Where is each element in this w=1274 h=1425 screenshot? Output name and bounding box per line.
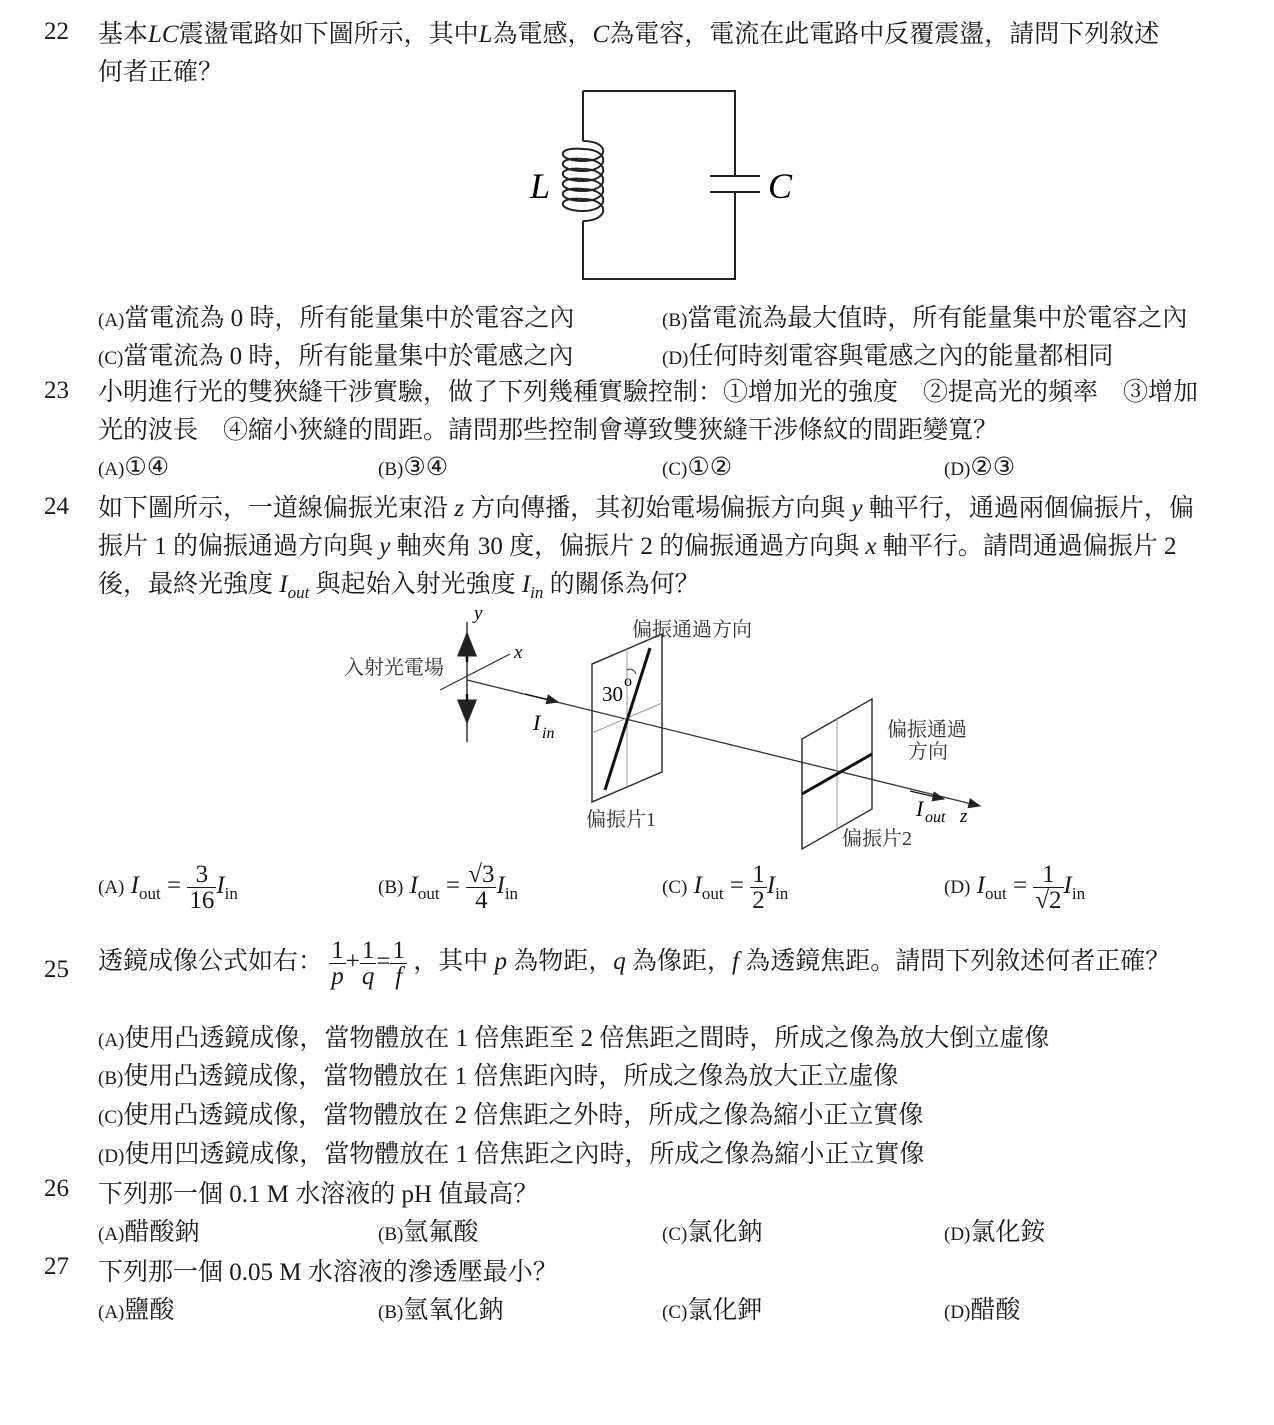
- option-c[interactable]: (C)當電流為 0 時，所有能量集中於電感之內: [98, 343, 574, 370]
- question-stem: 下列那一個 0.1 M 水溶液的 pH 值最高？: [98, 1181, 539, 1208]
- question-number: 22: [44, 18, 69, 45]
- label-c: C: [768, 166, 793, 206]
- option-a[interactable]: (A)使用凸透鏡成像，當物體放在 1 倍焦距至 2 倍焦距之間時，所成之像為放大倒立虛像: [98, 1025, 1050, 1052]
- option-b[interactable]: (B)氫氟酸: [378, 1219, 479, 1246]
- question-stem: 透鏡成像公式如右： $\frac{1}{p}$ + $\frac{1}{q}$ = $\frac{1}{f}$ ，其中 p 為物距，q 為像距，f 為透鏡焦距。請問下列敘述何者正確？: [98, 937, 1171, 990]
- option-a[interactable]: (A) $I_{out}$ = $\frac{3}{16}$ $I_{in}$: [98, 861, 238, 914]
- question-number: 26: [44, 1175, 69, 1202]
- label-y: y: [474, 604, 483, 624]
- label-pass-direction-1: 偏振通過方向: [632, 619, 752, 641]
- label-c-holder: [760, 160, 810, 210]
- label-z: z: [960, 806, 968, 827]
- lc-circuit-diagram: [520, 86, 760, 286]
- option-b[interactable]: (B)使用凸透鏡成像，當物體放在 1 倍焦距內時，所成之像為放大正立虛像: [98, 1063, 899, 1090]
- label-incident-field: 入射光電場: [344, 657, 444, 679]
- question-number: 23: [44, 377, 69, 404]
- fraction: $\frac{1}{√2}$: [1035, 861, 1062, 914]
- option-c[interactable]: (C) $I_{out}$ = $\frac{1}{2}$ $I_{in}$: [662, 861, 789, 914]
- option-d[interactable]: (D)使用凹透鏡成像，當物體放在 1 倍焦距之內時，所成之像為縮小正立實像: [98, 1141, 925, 1168]
- question-number: 27: [44, 1253, 69, 1280]
- label-i-in-sub: in: [542, 725, 555, 742]
- question-stem: 下列那一個 0.05 M 水溶液的滲透壓最小？: [98, 1259, 558, 1286]
- label-polarizer-1: 偏振片1: [586, 809, 656, 831]
- fraction: $\frac{1}{2}$: [752, 861, 765, 914]
- x-axis-line: [440, 654, 510, 690]
- fraction: $\frac{1}{f}$: [392, 937, 405, 990]
- option-c[interactable]: (C)①②: [662, 454, 733, 481]
- label-pass-direction-2a: 偏振通過: [887, 719, 967, 741]
- label-pass-direction-2b: 方向: [908, 741, 948, 763]
- option-c[interactable]: (C)使用凸透鏡成像，當物體放在 2 倍焦距之外時，所成之像為縮小正立實像: [98, 1102, 924, 1129]
- option-d[interactable]: (D) $I_{out}$ = $\frac{1}{√2}$ $I_{in}$: [944, 861, 1086, 914]
- option-d[interactable]: (D)醋酸: [944, 1297, 1021, 1324]
- label-i-out-sub: out: [925, 809, 946, 826]
- polarizer-diagram: [330, 604, 1010, 854]
- option-c[interactable]: (C)氯化鉀: [662, 1297, 763, 1324]
- option-b[interactable]: (B)當電流為最大值時，所有能量集中於電容之內: [662, 305, 1188, 332]
- option-d[interactable]: (D)氯化銨: [944, 1219, 1046, 1246]
- circuit-wire: [583, 91, 735, 279]
- option-d[interactable]: (D)②③: [944, 454, 1016, 481]
- option-d[interactable]: (D)任何時刻電容與電感之內的能量都相同: [662, 343, 1114, 370]
- label-x: x: [514, 642, 523, 663]
- inductor-coil: [563, 141, 604, 241]
- question-number: 24: [44, 493, 69, 520]
- option-a[interactable]: (A)①④: [98, 454, 170, 481]
- fraction: $\frac{1}{q}$: [361, 937, 375, 990]
- option-a[interactable]: (A)醋酸鈉: [98, 1219, 200, 1246]
- option-b[interactable]: (B)③④: [378, 454, 449, 481]
- option-b[interactable]: (B)氫氧化鈉: [378, 1297, 504, 1324]
- label-i-in: I: [533, 710, 541, 735]
- fraction: $\frac{1}{p}$: [331, 937, 344, 990]
- label-angle: 30: [602, 682, 623, 706]
- fraction: $\frac{√3}{4}$: [468, 861, 495, 914]
- label-l: L: [530, 166, 551, 206]
- question-stem: 小明進行光的雙狹縫干涉實驗，做了下列幾種實驗控制：①增加光的強度 ②提高光的頻率 ③增加 光的波長 ④縮小狹縫的間距。請問那些控制會導致雙狹縫干涉條紋的間距變寬？: [98, 379, 1199, 444]
- option-c[interactable]: (C)氯化鈉: [662, 1219, 763, 1246]
- option-a[interactable]: (A)鹽酸: [98, 1297, 175, 1324]
- question-stem: 基本LC震盪電路如下圖所示，其中L為電感，C為電容，電流在此電路中反覆震盪，請問下列敘述 何者正確？: [98, 21, 1160, 86]
- label-degree: o: [624, 673, 632, 690]
- question-number: 25: [44, 956, 69, 983]
- question-stem: 如下圖所示，一道線偏振光束沿 z 方向傳播，其初始電場偏振方向與 y 軸平行，通過兩個偏振片，偏 振片 1 的偏振通過方向與 y 軸夾角 30 度，偏振片 2 的偏振通過方向與 x 軸平行。請問通過偏振片 2 後，最終光強度 $I_{out}$ 與起始入射光強度 $I_{in}$ 的關係為何？: [98, 495, 1194, 602]
- label-polarizer-2: 偏振片2: [842, 828, 912, 850]
- option-b[interactable]: (B) $I_{out}$ = $\frac{√3}{4}$ $I_{in}$: [378, 861, 519, 914]
- fraction: $\frac{3}{16}$: [189, 861, 215, 914]
- beam-arrow: [525, 694, 558, 702]
- label-i-out: I: [916, 796, 924, 821]
- option-a[interactable]: (A)當電流為 0 時，所有能量集中於電容之內: [98, 305, 575, 332]
